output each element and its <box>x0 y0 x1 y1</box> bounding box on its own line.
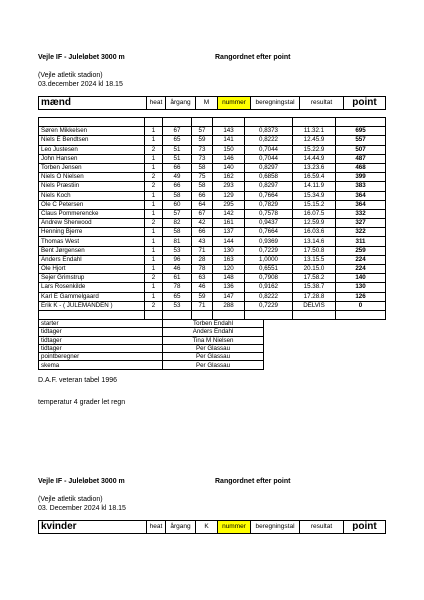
table-cell: 66 <box>163 163 192 172</box>
table-cell: 66 <box>163 182 192 191</box>
table-cell: 130 <box>336 283 386 292</box>
table-cell: Ole C Petersen <box>39 200 145 209</box>
table-cell-empty <box>192 118 213 127</box>
venue: (Vejle atletik stadion) <box>38 72 103 79</box>
table-cell: 0,8297 <box>245 163 293 172</box>
table-cell: 13.23.6 <box>293 163 336 172</box>
table-cell: 28 <box>192 255 213 264</box>
table-cell: 66 <box>192 191 213 200</box>
table-cell: 140 <box>336 274 386 283</box>
table-cell: 0,7908 <box>245 274 293 283</box>
table-cell: 1 <box>145 191 163 200</box>
table-cell: 130 <box>213 246 245 255</box>
table-cell: 288 <box>213 301 245 310</box>
table-cell: 13.14.6 <box>293 237 336 246</box>
table-cell: Bent Jørgensen <box>39 246 145 255</box>
table-cell: 66 <box>192 228 213 237</box>
header-points-women: point <box>343 521 385 533</box>
table-cell: 81 <box>163 237 192 246</box>
table-cell: 0,7229 <box>245 246 293 255</box>
table-cell: 1 <box>145 255 163 264</box>
table-cell: 15.22.9 <box>293 145 336 154</box>
table-cell: Henning Bjerre <box>39 228 145 237</box>
table-cell: 59 <box>192 136 213 145</box>
table-cell: 58 <box>163 228 192 237</box>
table-cell: 147 <box>213 292 245 301</box>
table-cell: Leo Justesen <box>39 145 145 154</box>
table-cell: 1 <box>145 265 163 274</box>
table-cell: 120 <box>213 265 245 274</box>
table-cell: 14.44.9 <box>293 154 336 163</box>
event-date: 03.december 2024 kl 18.15 <box>38 81 123 88</box>
header-calc: beregningstal <box>250 97 299 109</box>
table-cell: 327 <box>336 219 386 228</box>
table-cell-empty <box>293 310 336 319</box>
table-cell: 0,8373 <box>245 127 293 136</box>
table-cell: 383 <box>336 182 386 191</box>
table-cell: 96 <box>163 255 192 264</box>
table-cell: 0,7664 <box>245 191 293 200</box>
table-row <box>39 127 386 136</box>
table-row <box>39 219 386 228</box>
header-result: resultat <box>299 97 343 109</box>
table-cell-empty <box>145 118 163 127</box>
official-role: starter <box>39 320 163 328</box>
table-cell: 0,7664 <box>245 228 293 237</box>
table-cell: 0,7578 <box>245 209 293 218</box>
table-cell: 51 <box>163 154 192 163</box>
header-group: mænd <box>41 97 71 108</box>
table-row <box>39 182 386 191</box>
table-cell: Andrew Sherwood <box>39 219 145 228</box>
table-cell: 65 <box>163 292 192 301</box>
table-cell: 0,9162 <box>245 283 293 292</box>
table-cell-empty <box>245 118 293 127</box>
header-gender: M <box>195 97 217 109</box>
table-cell-empty <box>293 118 336 127</box>
table-cell: 16.07.5 <box>293 209 336 218</box>
table-cell: Claus Pommerencke <box>39 209 145 218</box>
officials-row <box>39 336 264 344</box>
table-cell: 15.34.9 <box>293 191 336 200</box>
table-cell-empty <box>163 118 192 127</box>
table-cell: 78 <box>163 283 192 292</box>
table-cell: 46 <box>192 283 213 292</box>
table-cell: 0,8222 <box>245 136 293 145</box>
table-cell: 11.32.1 <box>293 127 336 136</box>
table-cell: 58 <box>192 182 213 191</box>
table-row <box>39 145 386 154</box>
table-cell: 399 <box>336 173 386 182</box>
table-cell: 507 <box>336 145 386 154</box>
table-cell: Niels Præstiin <box>39 182 145 191</box>
table-cell: 73 <box>192 145 213 154</box>
header-heat-women: heat <box>146 521 165 533</box>
table-cell: 322 <box>336 228 386 237</box>
table-cell: 0,7229 <box>245 301 293 310</box>
table-cell: 53 <box>163 301 192 310</box>
table-cell: 150 <box>213 145 245 154</box>
venue-women: (Vejle atletik stadion) <box>38 496 103 503</box>
official-role: tidtager <box>39 328 163 336</box>
table-row <box>39 274 386 283</box>
table-cell: 224 <box>336 255 386 264</box>
table-reference: D.A.F. veteran tabel 1996 <box>38 377 117 384</box>
header-year-women: årgang <box>165 521 195 533</box>
table-cell: DELVIS <box>293 301 336 310</box>
official-name: Tina M Nielsen <box>163 336 264 344</box>
table-row <box>39 283 386 292</box>
ranking-label-women: Rangordnet efter point <box>215 478 291 485</box>
table-cell: 163 <box>213 255 245 264</box>
table-cell: John Hansen <box>39 154 145 163</box>
table-row <box>39 154 386 163</box>
table-cell: 71 <box>192 301 213 310</box>
table-cell: 293 <box>213 182 245 191</box>
table-cell: Sejer Grimstrup <box>39 274 145 283</box>
event-title-women: Vejle IF - Juleløbet 3000 m <box>38 478 125 485</box>
table-cell: Thomas West <box>39 237 145 246</box>
table-row <box>39 136 386 145</box>
table-cell-empty <box>213 118 245 127</box>
table-cell: Ole Hjort <box>39 265 145 274</box>
table-cell: Niels E Bendtsen <box>39 136 145 145</box>
table-cell: 364 <box>336 191 386 200</box>
table-cell: 2 <box>145 182 163 191</box>
table-cell: 162 <box>213 173 245 182</box>
officials-row <box>39 344 264 352</box>
table-cell: 1 <box>145 154 163 163</box>
table-cell: 1 <box>145 283 163 292</box>
table-row <box>39 191 386 200</box>
official-role: pointberegner <box>39 353 163 361</box>
table-cell: 2 <box>145 219 163 228</box>
table-row <box>39 163 386 172</box>
table-cell: 311 <box>336 237 386 246</box>
header-year: årgang <box>165 97 195 109</box>
table-cell: 46 <box>163 265 192 274</box>
header-heat: heat <box>146 97 165 109</box>
table-cell: 1 <box>145 237 163 246</box>
table-cell: 1 <box>145 127 163 136</box>
table-cell: 1 <box>145 200 163 209</box>
weather-note: temperatur 4 grader let regn <box>38 399 126 406</box>
header-points: point <box>343 97 385 109</box>
table-cell: 2 <box>145 301 163 310</box>
table-cell: 67 <box>163 127 192 136</box>
table-cell: 140 <box>213 163 245 172</box>
table-cell: 364 <box>336 200 386 209</box>
officials-row <box>39 320 264 328</box>
table-cell: 1 <box>145 292 163 301</box>
official-name: Anders Endahl <box>163 328 264 336</box>
official-name: Per Glassau <box>163 361 264 369</box>
table-cell: 0 <box>336 301 386 310</box>
official-name: Per Glassau <box>163 344 264 352</box>
table-cell: 144 <box>213 237 245 246</box>
table-cell: 141 <box>213 136 245 145</box>
table-cell: 161 <box>213 219 245 228</box>
table-cell: Karl E Gammelgaard <box>39 292 145 301</box>
table-row <box>39 246 386 255</box>
table-cell: 20.15.0 <box>293 265 336 274</box>
table-row <box>39 228 386 237</box>
table-cell: 78 <box>192 265 213 274</box>
official-role: tidtager <box>39 344 163 352</box>
ranking-label: Rangordnet efter point <box>215 54 291 61</box>
table-cell: 129 <box>213 191 245 200</box>
table-cell: 0,7829 <box>245 200 293 209</box>
header-group-women: kvinder <box>41 521 77 532</box>
table-cell: 58 <box>192 163 213 172</box>
table-row-empty <box>39 118 386 127</box>
table-cell: 60 <box>163 200 192 209</box>
table-cell: 65 <box>163 136 192 145</box>
table-cell: Søren Mikkelsen <box>39 127 145 136</box>
table-cell: 15.38.7 <box>293 283 336 292</box>
table-cell: 1 <box>145 228 163 237</box>
table-cell: 557 <box>336 136 386 145</box>
table-cell: 64 <box>192 200 213 209</box>
table-cell: 1,0000 <box>245 255 293 264</box>
table-cell: 2 <box>145 173 163 182</box>
table-cell: 0,9369 <box>245 237 293 246</box>
table-cell: Lars Rosenkilde <box>39 283 145 292</box>
table-cell: 224 <box>336 265 386 274</box>
table-cell: 17.50.8 <box>293 246 336 255</box>
table-cell: 1 <box>145 136 163 145</box>
table-cell: 73 <box>192 154 213 163</box>
table-cell: 15.15.2 <box>293 200 336 209</box>
officials-row <box>39 353 264 361</box>
table-cell: Niels Koch <box>39 191 145 200</box>
table-cell: Torben Jensen <box>39 163 145 172</box>
table-cell: 16.59.4 <box>293 173 336 182</box>
header-number-women: nummer <box>217 521 250 533</box>
table-cell: 13.15.5 <box>293 255 336 264</box>
table-row <box>39 265 386 274</box>
header-result-women: resultat <box>299 521 343 533</box>
table-cell-empty <box>336 118 386 127</box>
table-cell: 126 <box>336 292 386 301</box>
table-cell: 2 <box>145 145 163 154</box>
table-cell: Niels O Nielsen <box>39 173 145 182</box>
table-cell: 468 <box>336 163 386 172</box>
table-cell: Anders Endahl <box>39 255 145 264</box>
table-cell: 59 <box>192 292 213 301</box>
table-cell: 259 <box>336 246 386 255</box>
table-cell: 12.45.9 <box>293 136 336 145</box>
table-cell: 63 <box>192 274 213 283</box>
table-cell: 332 <box>336 209 386 218</box>
table-cell: 82 <box>163 219 192 228</box>
header-gender-women: K <box>195 521 217 533</box>
table-cell-empty <box>39 118 145 127</box>
official-role: tidtager <box>39 336 163 344</box>
table-cell: 487 <box>336 154 386 163</box>
results-header-women <box>38 520 386 534</box>
table-cell: 71 <box>192 246 213 255</box>
table-cell: 295 <box>213 200 245 209</box>
table-cell: 57 <box>192 127 213 136</box>
table-cell: 58 <box>163 191 192 200</box>
table-cell: 0,9437 <box>245 219 293 228</box>
table-cell: 12.59.9 <box>293 219 336 228</box>
officials-row <box>39 361 264 369</box>
table-cell: 148 <box>213 274 245 283</box>
table-cell: Erik K - ( JULEMANDEN ) <box>39 301 145 310</box>
table-cell: 136 <box>213 283 245 292</box>
table-cell: 51 <box>163 145 192 154</box>
results-header-men <box>38 96 386 110</box>
official-name: Per Glassau <box>163 353 264 361</box>
table-cell: 75 <box>192 173 213 182</box>
official-role: skema <box>39 361 163 369</box>
table-row <box>39 173 386 182</box>
results-table <box>38 117 386 320</box>
table-cell: 43 <box>192 237 213 246</box>
table-cell: 57 <box>163 209 192 218</box>
table-cell: 17.28.8 <box>293 292 336 301</box>
table-cell: 0,7044 <box>245 145 293 154</box>
table-cell: 143 <box>213 127 245 136</box>
table-cell: 2 <box>145 274 163 283</box>
table-cell: 1 <box>145 163 163 172</box>
table-row <box>39 301 386 310</box>
table-row <box>39 200 386 209</box>
table-cell: 16.03.6 <box>293 228 336 237</box>
header-number: nummer <box>217 97 250 109</box>
table-row <box>39 292 386 301</box>
table-cell: 53 <box>163 246 192 255</box>
table-cell: 1 <box>145 209 163 218</box>
table-cell: 0,8222 <box>245 292 293 301</box>
header-calc-women: beregningstal <box>250 521 299 533</box>
table-cell: 0,6551 <box>245 265 293 274</box>
table-cell-empty <box>336 310 386 319</box>
officials-row <box>39 328 264 336</box>
table-cell: 14.11.9 <box>293 182 336 191</box>
table-cell: 61 <box>163 274 192 283</box>
officials-table <box>38 319 264 370</box>
table-cell: 42 <box>192 219 213 228</box>
table-cell: 0,6858 <box>245 173 293 182</box>
table-row <box>39 255 386 264</box>
table-cell: 0,7044 <box>245 154 293 163</box>
official-name: Torben Endahl <box>163 320 264 328</box>
table-row <box>39 209 386 218</box>
table-cell: 49 <box>163 173 192 182</box>
table-cell: 0,8297 <box>245 182 293 191</box>
table-row <box>39 237 386 246</box>
table-cell: 137 <box>213 228 245 237</box>
table-cell: 142 <box>213 209 245 218</box>
event-date-women: 03. December 2024 kl 18.15 <box>38 505 126 512</box>
table-cell: 1 <box>145 246 163 255</box>
table-cell: 146 <box>213 154 245 163</box>
event-title: Vejle IF - Juleløbet 3000 m <box>38 54 125 61</box>
table-cell: 695 <box>336 127 386 136</box>
table-cell: 17.58.2 <box>293 274 336 283</box>
table-cell: 67 <box>192 209 213 218</box>
